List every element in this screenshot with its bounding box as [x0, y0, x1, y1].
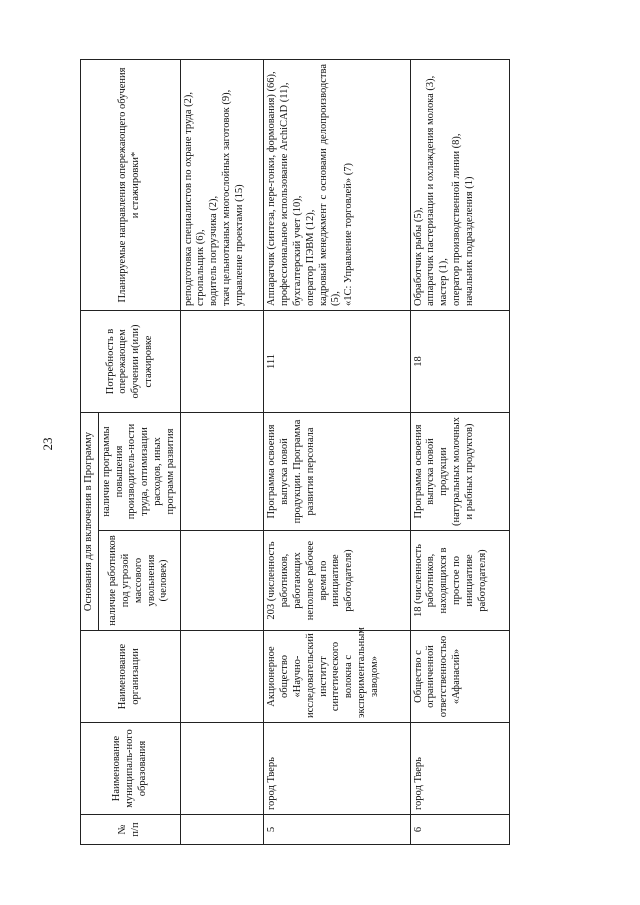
header-municipality: Наименование муниципаль-ного образования: [81, 723, 181, 815]
header-organization: Наименование организации: [81, 631, 181, 723]
cell-directions: [180, 60, 264, 311]
direction-item: кадровый менеджмент с основами делопроизводства (5),: [317, 64, 342, 306]
cell-workers: 18 (численность работников, находящихся в простое по инициативе работодателя): [410, 531, 509, 631]
direction-item: стропальщик (6),: [195, 229, 207, 306]
cell-num: [180, 815, 264, 845]
direction-item: ткач цельнотканых многослойных заготовок (9),: [220, 89, 232, 306]
cell-programs: Программа освоения выпуска новой продукции (натуральных молочных и рыбных продуктов): [410, 413, 509, 531]
direction-item: «1С: Управление торговлей» (7): [343, 162, 355, 306]
direction-item: оператор производственной линии (8),: [450, 133, 462, 306]
header-workers: наличие работников под угрозой массового увольнения (человек): [98, 531, 180, 631]
cell-need: 18: [410, 311, 509, 413]
header-grounds: Основания для включения в Программу: [81, 413, 99, 631]
page-number: 23: [40, 437, 55, 451]
direction-item: реподготовка специалистов по охране труда (2),: [182, 91, 194, 306]
header-row: [81, 60, 99, 845]
cell-directions: [410, 60, 509, 311]
cell-num: 6: [410, 815, 509, 845]
cell-programs: Программа освоения выпуска новой продукции. Программа развития персонала: [264, 413, 410, 531]
cell-workers: 203 (численность работников, работающих неполное рабочее время по инициативе работодателя): [264, 531, 410, 631]
direction-item: оператор ПЭВМ (12),: [304, 209, 316, 306]
header-directions: Планируемые направления опережающего обучения и стажировки*: [81, 60, 181, 311]
direction-item: Аппаратчик (синтеза, пере-гонки, формования) (66),: [266, 71, 278, 306]
direction-item: управление проектами (15): [233, 184, 245, 306]
cell-num: 5: [264, 815, 410, 845]
cell-organization: Общество с ограниченной ответственностью «Афанасий»: [410, 631, 509, 723]
cell-organization: Акционерное общество «Научно-исследовательский институт синтетического волокна с экспериментальным заводом»: [264, 631, 410, 723]
direction-item: начальник подразделения (1): [463, 176, 475, 306]
cell-municipality: город Тверь: [264, 723, 410, 815]
direction-item: Обработчик рыбы (5),: [412, 207, 424, 306]
table-row: [410, 60, 509, 845]
rotated-table-wrapper: [80, 60, 510, 845]
direction-item: водитель погрузчика (2),: [208, 195, 220, 306]
table-row: [180, 60, 264, 845]
header-need: Потребность в опережающем обучении и(или) стажировке: [81, 311, 181, 413]
header-programs: наличие программы повышения производитель-ности труда, оптимизации расходов, иных программ развития: [98, 413, 180, 531]
cell-organization: [180, 631, 264, 723]
cell-municipality: город Тверь: [410, 723, 509, 815]
cell-programs: [180, 413, 264, 531]
header-num: № п/п: [81, 815, 181, 845]
cell-workers: [180, 531, 264, 631]
programs-table: [80, 59, 510, 845]
cell-need: 111: [264, 311, 410, 413]
direction-item: бухгалтерский учет (10),: [292, 195, 304, 306]
direction-item: аппаратчик пастеризации и охлаждения молока (3),: [425, 75, 437, 306]
cell-municipality: [180, 723, 264, 815]
direction-item: профессиональное использование ArchiCAD (11),: [279, 82, 291, 306]
direction-item: мастер (1),: [438, 258, 450, 306]
table-row: [264, 60, 410, 845]
cell-directions: [264, 60, 410, 311]
cell-need: [180, 311, 264, 413]
